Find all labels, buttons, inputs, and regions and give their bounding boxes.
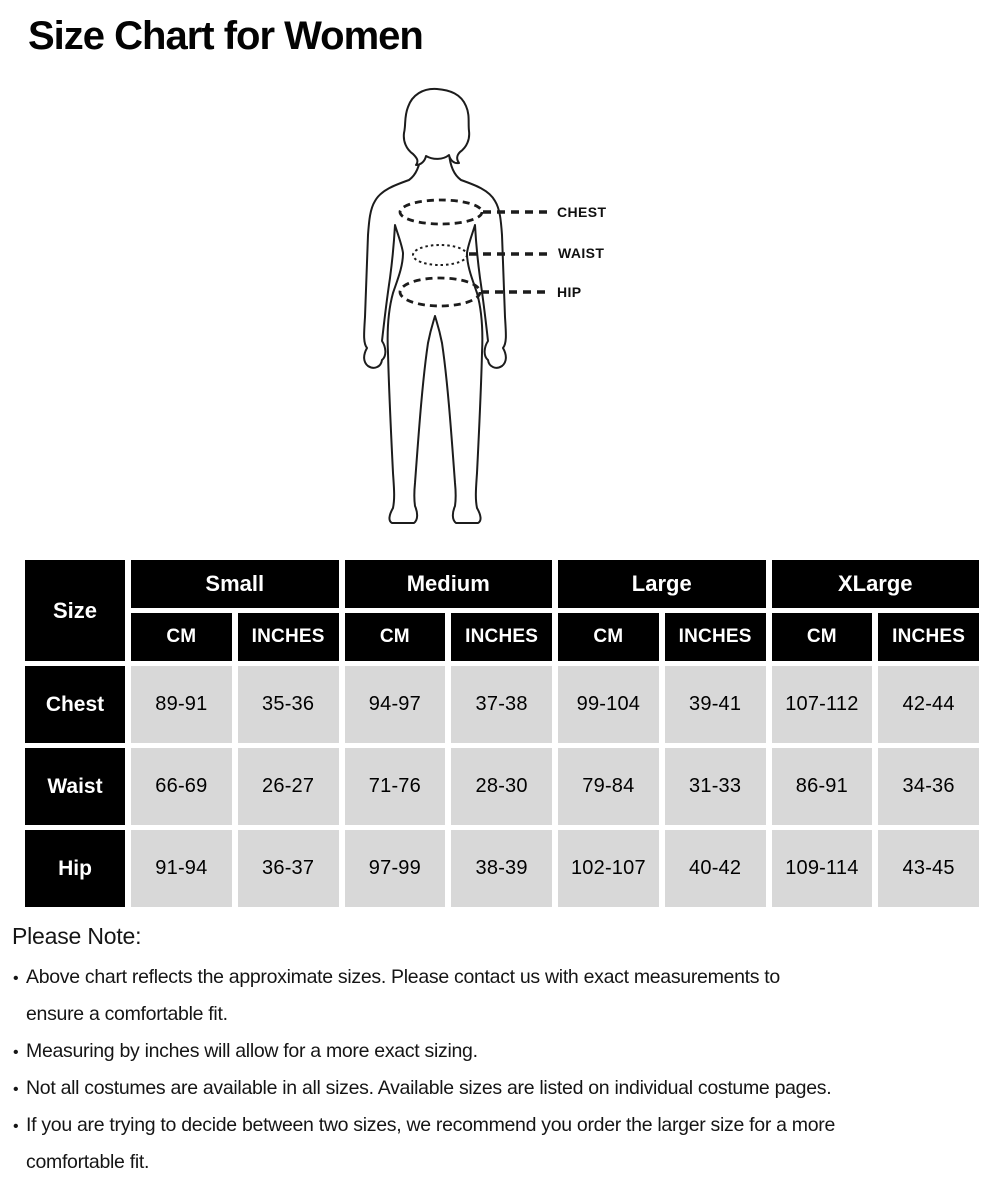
size-value-cell: 94-97 (345, 666, 446, 743)
note-item (15, 1070, 978, 1107)
note-item (15, 1107, 978, 1181)
note-item (15, 959, 978, 1033)
size-corner-header: Size (25, 560, 125, 661)
size-value-cell: 37-38 (451, 666, 552, 743)
unit-header-small-inches: INCHES (238, 613, 339, 661)
size-value-cell: 35-36 (238, 666, 339, 743)
waist-label: WAIST (558, 245, 605, 261)
size-value-cell: 86-91 (772, 748, 873, 825)
size-value-cell: 66-69 (131, 748, 232, 825)
size-value-cell: 40-42 (665, 830, 766, 907)
size-value-cell: 31-33 (665, 748, 766, 825)
notes-list (15, 959, 978, 1181)
size-chart-table (25, 560, 979, 907)
size-value-cell: 39-41 (665, 666, 766, 743)
size-value-cell: 97-99 (345, 830, 446, 907)
note-line: • Measuring by inches will allow for a more exact sizing. (26, 1040, 478, 1062)
size-value-cell: 91-94 (131, 830, 232, 907)
note-line: ensure a comfortable fit. (26, 1003, 228, 1025)
row-label-chest: Chest (25, 666, 125, 743)
size-value-cell: 43-45 (878, 830, 979, 907)
size-value-cell: 42-44 (878, 666, 979, 743)
unit-header-small-cm: CM (131, 613, 232, 661)
row-label-hip: Hip (25, 830, 125, 907)
size-value-cell: 34-36 (878, 748, 979, 825)
size-value-cell: 109-114 (772, 830, 873, 907)
unit-header-large-inches: INCHES (665, 613, 766, 661)
body-outline (364, 153, 506, 523)
head-outline (404, 89, 469, 165)
size-value-cell: 26-27 (238, 748, 339, 825)
size-value-cell: 71-76 (345, 748, 446, 825)
unit-header-medium-inches: INCHES (451, 613, 552, 661)
note-item (15, 1033, 978, 1070)
note-line: • If you are trying to decide between two sizes, we recommend you order the larger size for a more (26, 1114, 836, 1136)
unit-header-xlarge-inches: INCHES (878, 613, 979, 661)
size-value-cell: 38-39 (451, 830, 552, 907)
size-value-cell: 107-112 (772, 666, 873, 743)
size-value-cell: 79-84 (558, 748, 659, 825)
notes-section (12, 921, 978, 1181)
size-group-header-small: Small (131, 560, 339, 608)
note-line: • Not all costumes are available in all sizes. Available sizes are listed on individual costume pages. (26, 1077, 832, 1099)
size-group-header-large: Large (558, 560, 766, 608)
note-line: • Above chart reflects the approximate sizes. Please contact us with exact measurements to (26, 966, 780, 988)
page-title: Size Chart for Women (28, 14, 423, 58)
row-label-waist: Waist (25, 748, 125, 825)
size-value-cell: 36-37 (238, 830, 339, 907)
size-value-cell: 99-104 (558, 666, 659, 743)
size-group-header-xlarge: XLarge (772, 560, 980, 608)
size-value-cell: 28-30 (451, 748, 552, 825)
note-line: comfortable fit. (26, 1151, 150, 1173)
unit-header-xlarge-cm: CM (772, 613, 873, 661)
size-value-cell: 102-107 (558, 830, 659, 907)
woman-silhouette-illustration (363, 85, 673, 545)
unit-header-medium-cm: CM (345, 613, 446, 661)
size-group-header-medium: Medium (345, 560, 553, 608)
size-value-cell: 89-91 (131, 666, 232, 743)
body-measurement-diagram (363, 85, 683, 545)
hip-label: HIP (557, 284, 582, 300)
notes-heading: Please Note: (12, 923, 142, 949)
chest-label: CHEST (557, 204, 607, 220)
unit-header-large-cm: CM (558, 613, 659, 661)
